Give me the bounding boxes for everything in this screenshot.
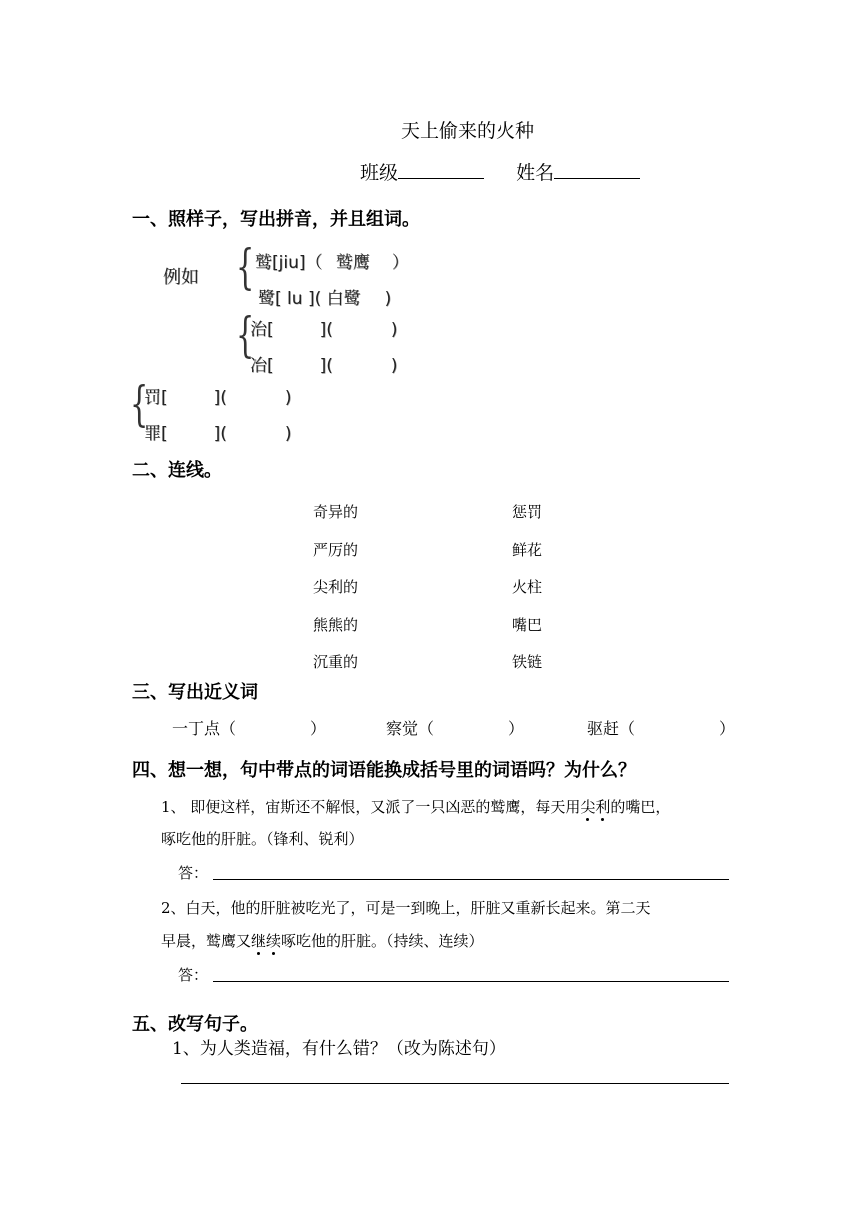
- q5-1: 1、为人类造福，有什么错？（改为陈述句）: [172, 1039, 506, 1059]
- section2-heading: 二、连线。: [132, 460, 222, 481]
- question-ye: 冶[ ]( ): [250, 356, 398, 376]
- right-word[interactable]: 鲜花: [512, 541, 543, 559]
- answer-line-3[interactable]: [181, 1083, 729, 1084]
- q4-2-line2: 早晨，鹫鹰又继续啄吃他的肝脏。（持续、连续）: [161, 932, 484, 950]
- class-blank[interactable]: [398, 160, 484, 179]
- synonym-item: 一丁点（ ）: [172, 719, 327, 738]
- synonym-item: 驱赶（ ）: [587, 719, 736, 738]
- right-word[interactable]: 火柱: [512, 578, 543, 596]
- left-word[interactable]: 奇异的: [313, 503, 359, 521]
- left-word[interactable]: 尖利的: [313, 578, 359, 596]
- class-name-line: [360, 158, 640, 185]
- section1-heading: 一、照样子，写出拼音，并且组词。: [132, 209, 420, 230]
- section3-heading: 三、写出近义词: [132, 682, 258, 703]
- class-label: 班级: [360, 162, 399, 184]
- answer-label: 答：: [178, 966, 209, 984]
- q4-1-line1: 1、 即便这样，宙斯还不解恨，又派了一只凶恶的鹫鹰，每天用尖利的嘴巴，: [161, 798, 671, 816]
- brace-group-2: {: [130, 376, 149, 432]
- right-word[interactable]: 惩罚: [512, 503, 543, 521]
- answer-line-2[interactable]: [213, 981, 729, 982]
- question-zhi: 治[ ]( ): [250, 320, 398, 340]
- left-word[interactable]: 严厉的: [313, 541, 359, 559]
- answer-line-1[interactable]: [213, 879, 729, 880]
- brace-example: {: [236, 239, 255, 295]
- right-word[interactable]: 铁链: [512, 653, 543, 671]
- q4-2-line1: 2、白天，他的肝脏被吃光了，可是一到晚上，肝脏又重新长起来。第二天: [161, 899, 651, 917]
- example-row-1: 鹫[jiu]（ 鹫鹰 ）: [255, 253, 409, 273]
- right-word[interactable]: 嘴巴: [512, 616, 543, 634]
- name-blank[interactable]: [554, 160, 640, 179]
- section5-heading: 五、改写句子。: [132, 1014, 258, 1035]
- example-row-2: 鹭[ lu ]( 白鹭 ): [258, 289, 392, 309]
- q4-1-line2: 啄吃他的肝脏。（锋利、锐利）: [161, 830, 364, 848]
- name-label: 姓名: [516, 162, 555, 184]
- question-fa: 罚[ ]( ): [144, 388, 292, 408]
- left-word[interactable]: 沉重的: [313, 653, 359, 671]
- page-title: 天上偷来的火种: [400, 120, 534, 142]
- question-zui: 罪[ ]( ): [144, 424, 292, 444]
- answer-label: 答：: [178, 864, 209, 882]
- synonym-item: 察觉（ ）: [386, 719, 525, 738]
- brace-group-1: {: [236, 307, 255, 363]
- left-word[interactable]: 熊熊的: [313, 616, 359, 634]
- section4-heading: 四、想一想，句中带点的词语能换成括号里的词语吗？为什么？: [132, 760, 636, 781]
- example-label: 例如: [163, 267, 199, 288]
